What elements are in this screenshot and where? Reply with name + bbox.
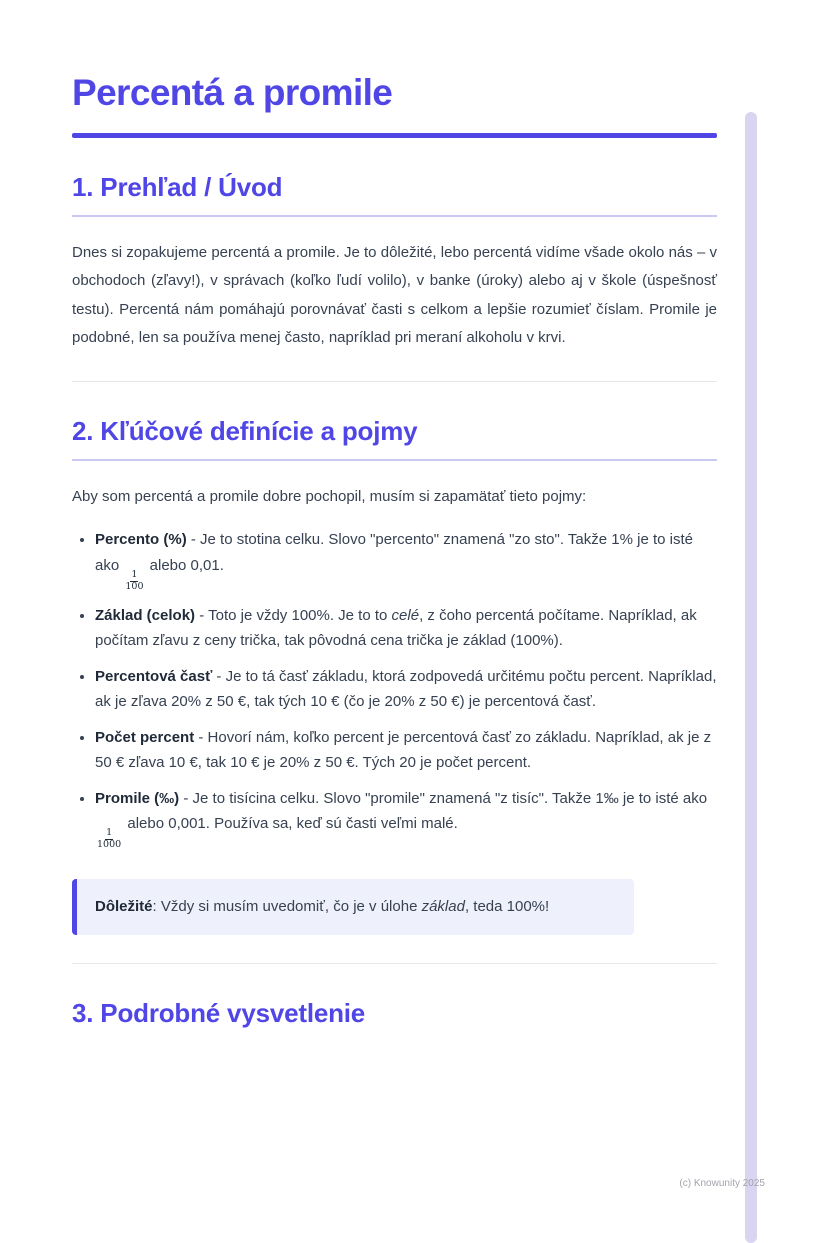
callout-text: Dôležité: Vždy si musím uvedomiť, čo je v úlohe základ, teda 100%! (95, 898, 550, 916)
definition-item: • Percento (%) - Je to stotina celku. Slovo "percento" znamená "zo sto". Takže 1% je to isté ako $\frac{1}{100}$ alebo 0,01. (95, 527, 717, 592)
definition-item: • Promile (‰) - Je to tisícina celku. Slovo "promile" znamená "z tisíc". Takže 1‰ je to isté ako $\frac{1}{1000}$ alebo 0,001. Používa sa, keď sú časti veľmi malé. (95, 786, 717, 851)
bold-text: Dôležité (95, 898, 153, 916)
section-explanation (72, 998, 717, 1029)
fraction: $\frac{1}{1000}$ (97, 827, 122, 851)
section-1-heading: 1. Prehľad / Úvod (72, 172, 717, 217)
title-underline (72, 133, 717, 138)
scrollbar-thumb[interactable] (745, 112, 757, 1243)
section-3-heading: 3. Podrobné vysvetlenie (72, 998, 366, 1029)
section-divider (72, 963, 717, 964)
section-2-heading: 2. Kľúčové definície a pojmy (72, 416, 717, 461)
term-label: Základ (celok) (95, 606, 196, 624)
term-label: Percentová časť (95, 667, 213, 685)
definitions-intro: Aby som percentá a promile dobre pochopil, musím si zapamätať tieto pojmy: (72, 487, 587, 505)
fraction: $\frac{1}{100}$ (125, 568, 144, 592)
term-label: Percento (%) (95, 531, 187, 549)
section-overview (72, 172, 717, 353)
term-label: Promile (‰) (95, 789, 180, 807)
definitions-list (72, 527, 717, 851)
document-content (72, 72, 717, 1029)
definition-item: • Základ (celok) - Toto je vždy 100%. Je to to celé, z čoho percentá počítame. Napríklad, ak počítam zľavu z ceny trička, tak pôvodná cena trička je základ (100%). (95, 603, 717, 654)
section-definitions (72, 416, 717, 935)
document-page (0, 72, 828, 1189)
definition-item: • Percentová časť - Je to tá časť základu, ktorá zodpovedá určitému počtu percent. Napríklad, ak je zľava 20% z 50 €, tak tých 10 € (čo je 20% z 50 €) je percentová časť. (95, 664, 717, 715)
watermark: (c) Knowunity 2025 (679, 1178, 765, 1189)
italic-text: celé (391, 606, 420, 624)
term-label: Počet percent (95, 728, 195, 746)
overview-paragraph: Dnes si zopakujeme percentá a promile. Je to dôležité, lebo percentá vidíme všade okolo nás – v obchodoch (zľavy!), v správach (koľko ľudí volilo), v banke (úroky) alebo aj v škole (úspešnosť testu). Percentá nám pomáhajú porovnávať časti s celkom a lepšie rozumieť číslam. Promile je podobné, len sa používa menej často, napríklad pri meraní alkoholu v krvi. (72, 243, 717, 347)
definition-item: • Počet percent - Hovorí nám, koľko percent je percentová časť zo základu. Napríklad, ak je z 50 € zľava 10 €, tak 10 € je 20% z 50 €. Tých 20 je počet percent. (95, 725, 717, 776)
important-callout (72, 879, 634, 935)
section-divider (72, 381, 717, 382)
page-title: Percentá a promile (72, 72, 393, 113)
italic-text: základ (421, 898, 465, 916)
